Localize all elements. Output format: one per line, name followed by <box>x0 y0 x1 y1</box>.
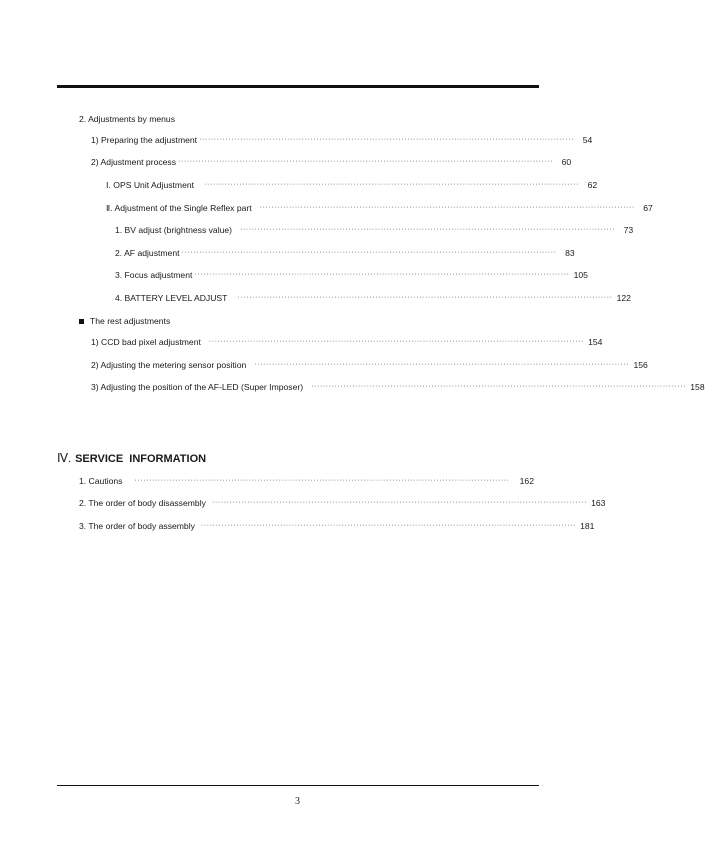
toc-entry[interactable] <box>91 381 705 393</box>
toc-entry-page: 54 <box>582 135 593 145</box>
section-numeral: Ⅳ. <box>57 451 72 465</box>
toc-entry-page: 156 <box>633 360 648 370</box>
toc-entry-label: 2) Adjusting the metering sensor position <box>91 360 247 370</box>
menu-section-heading: 2. Adjustments by menus <box>79 114 176 124</box>
dot-leader: ································································································································ <box>199 136 575 143</box>
toc-entry-label: 3. The order of body assembly <box>79 521 195 531</box>
toc-entry[interactable] <box>106 179 598 191</box>
toc-entry-page: 158 <box>690 382 705 392</box>
page-number: 3 <box>295 796 300 807</box>
rest-section-heading-text: The rest adjustments <box>90 316 171 326</box>
toc-entry[interactable] <box>115 224 634 236</box>
toc-entry[interactable] <box>91 134 593 146</box>
dot-leader: ································································································································ <box>181 249 557 256</box>
toc-entry-label: 1. BV adjust (brightness value) <box>115 225 233 235</box>
dot-leader: ································································································································ <box>240 226 616 233</box>
toc-entry-label: Ⅱ. Adjustment of the Single Reflex part <box>106 203 252 213</box>
toc-entry-page: 163 <box>591 498 606 508</box>
toc-entry[interactable] <box>79 520 595 532</box>
rest-section-heading <box>79 316 170 326</box>
toc-entry-label: 3) Adjusting the position of the AF-LED (Super Imposer) <box>91 382 304 392</box>
toc-entry-label: 2. The order of body disassembly <box>79 498 206 508</box>
toc-entry[interactable] <box>115 269 588 281</box>
dot-leader: ································································································································ <box>200 522 577 529</box>
toc-entry[interactable] <box>106 202 653 214</box>
dot-leader: ································································································································ <box>211 499 588 506</box>
toc-entry[interactable] <box>91 359 648 371</box>
toc-entry[interactable] <box>115 292 631 304</box>
section-title-text: SERVICE INFORMATION <box>75 453 207 465</box>
toc-entry-page: 122 <box>616 293 631 303</box>
dot-leader: ································································································································ <box>208 338 585 345</box>
toc-entry-page: 162 <box>519 476 534 486</box>
toc-entry[interactable] <box>79 497 606 509</box>
toc-entry-label: Ⅰ. OPS Unit Adjustment <box>106 180 195 190</box>
dot-leader: ································································································································ <box>254 361 630 368</box>
toc-entry-label: 3. Focus adjustment <box>115 270 193 280</box>
toc-entry-page: 154 <box>588 337 603 347</box>
bottom-rule <box>57 785 539 786</box>
toc-entry-page: 105 <box>573 270 588 280</box>
toc-entry[interactable] <box>79 475 534 487</box>
toc-entry-label: 1) CCD bad pixel adjustment <box>91 337 201 347</box>
toc-entry-page: 73 <box>623 225 634 235</box>
toc-entry-page: 62 <box>587 180 598 190</box>
square-bullet-icon <box>79 319 84 324</box>
dot-leader: ································································································································ <box>311 383 687 390</box>
toc-entry-page: 60 <box>561 157 572 167</box>
dot-leader: ································································································································ <box>178 158 554 165</box>
dot-leader: ································································································································ <box>194 271 570 278</box>
dot-leader: ································································································································ <box>204 181 580 188</box>
toc-entry[interactable] <box>115 247 575 259</box>
toc-entry-label: 4. BATTERY LEVEL ADJUST <box>115 293 228 303</box>
toc-entry-label: 1. Cautions <box>79 476 123 486</box>
dot-leader: ································································································································ <box>237 294 613 301</box>
toc-entry-page: 67 <box>643 203 653 213</box>
toc-entry-label: 2. AF adjustment <box>115 248 180 258</box>
toc-entry-page: 181 <box>580 521 595 531</box>
toc-entry[interactable] <box>91 336 603 348</box>
dot-leader: ································································································································ <box>134 477 510 484</box>
top-rule <box>57 85 539 88</box>
dot-leader: ································································································································ <box>259 204 635 211</box>
toc-entry-label: 1) Preparing the adjustment <box>91 135 198 145</box>
toc-entry-page: 83 <box>565 248 575 258</box>
service-section-title <box>57 451 206 466</box>
toc-entry-label: 2) Adjustment process <box>91 157 177 167</box>
toc-entry[interactable] <box>91 156 572 168</box>
